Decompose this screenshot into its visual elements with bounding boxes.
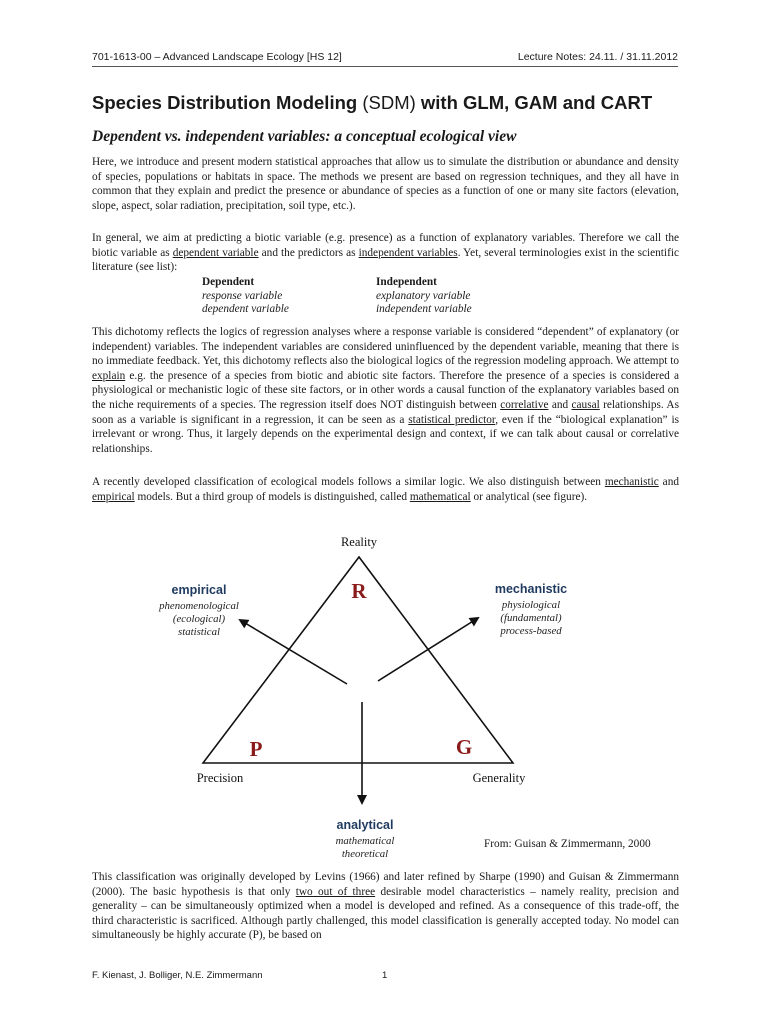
title-part-1: Species Distribution Modeling	[92, 92, 363, 113]
footer-page-number: 1	[382, 970, 388, 981]
mechanistic-line: process-based	[500, 625, 562, 637]
mechanistic-line: (fundamental)	[500, 612, 562, 624]
term-mathematical: mathematical	[409, 490, 471, 503]
terms-dependent-item: dependent variable	[202, 303, 289, 315]
term-mechanistic: mechanistic	[604, 476, 659, 488]
label-precision: Precision	[196, 771, 244, 785]
terms-independent-item: explanatory variable	[376, 289, 471, 302]
p3-text-d: relationships. As soon as a variable is significant in a regression, it can be seen as a	[92, 398, 679, 426]
terms-dependent-item: response variable	[202, 289, 283, 302]
p4-text-d: or analytical (see figure).	[470, 490, 588, 503]
term-dependent-variable: dependent variable	[172, 246, 259, 259]
mechanistic-title: mechanistic	[494, 582, 568, 596]
empirical-title: empirical	[171, 583, 227, 597]
p3-text-a: This dichotomy reflects the logics of regression analyses where a response variable is considered “dependent” of explanatory (or independent) variables. The independent variables are considered uninfluenced by the dependent variable, meaning that there is no immediate feedback. Yet, this dichotomy reflects also the biological logics of the regression modeling approach. We attempt to	[92, 326, 679, 368]
analytical-line: theoretical	[341, 848, 389, 860]
section-heading: Dependent vs. independent variables: a conceptual ecological view	[92, 128, 517, 145]
p2-text-c: . Yet, several terminologies exist in the scientific literature (see list):	[92, 246, 679, 274]
p3-text-c: and	[548, 398, 572, 411]
footer-authors: F. Kienast, J. Bolliger, N.E. Zimmermann	[92, 970, 263, 981]
terms-independent-heading: Independent	[376, 276, 437, 288]
letter-r: R	[351, 579, 367, 603]
p5-text-a: This classification was originally developed by Levins (1966) and later refined by Sharpe (1990) and Guisan & Zimmermann (2000). The basic hypothesis is that only	[92, 871, 679, 898]
label-reality: Reality	[340, 535, 378, 549]
empirical-line: statistical	[178, 626, 220, 638]
term-causal: causal	[571, 398, 600, 411]
letter-p: P	[249, 737, 263, 761]
mechanistic-line: physiological	[501, 599, 561, 611]
terms-dependent-heading: Dependent	[202, 276, 255, 288]
analytical-line: mathematical	[335, 835, 395, 847]
title-part-3: with GLM, GAM and CART	[415, 92, 653, 113]
term-two-out-of-three: two out of three	[295, 885, 376, 898]
p5-text-b: desirable model characteristics – namely reality, precision and generality – can be simultaneously optimized when a model is developed and refined. As a consequence of this trade-off, the third characteristic is sacrificed. Although partly challenged, this model classification is generally accepted today. No model can simultaneously be highly accurate (P), be based on	[92, 885, 679, 942]
term-empirical: empirical	[92, 490, 135, 503]
term-independent-variables: independent variables	[358, 246, 458, 259]
empirical-line: phenomenological	[159, 600, 239, 612]
letter-g: G	[455, 735, 473, 759]
p4-text-b: and	[658, 476, 679, 488]
header-lecture-notes: Lecture Notes: 24.11. / 31.11.2012	[517, 51, 678, 63]
label-generality: Generality	[472, 771, 526, 785]
p3-text-b: e.g. the presence of a species from biotic and abiotic site factors. Therefore the presence of a species is considered a physiological or mechanistic logic of these site factors, or in other words a causal function of the explanatory variables based on the niche requirements of a species. The regression itself does NOT distinguish between	[92, 369, 679, 411]
p2-text-a: In general, we aim at predicting a biotic variable (e.g. presence) as a function of explanatory variables. Therefore we call the biotic variable as	[92, 232, 679, 259]
p3-text-e: , even if the “biological explanation” is irrelevant or wrong. Thus, it largely depends on the experimental design and context, if we can talk about causal or correlative relationships.	[92, 413, 679, 455]
analytical-title: analytical	[336, 818, 394, 832]
figure-caption: From: Guisan & Zimmermann, 2000	[484, 838, 651, 850]
empirical-line: (ecological)	[172, 613, 226, 625]
p2-text-b: and the predictors as	[258, 246, 359, 259]
arrow-to-mechanistic	[378, 618, 478, 681]
paragraph-intro: Here, we introduce and present modern statistical approaches that allow us to simulate the distribution or abundance and density of species, populations or habitats in space. The methods we present are based on regression techniques, and they all have in common that they explain and predict the presence or abundance of species as a function of one or many site factors (elevation, slope, aspect, solar radiation, precipitation, soil type, etc.).	[92, 156, 679, 212]
arrow-to-empirical	[240, 620, 347, 684]
paragraph-origin	[92, 870, 679, 943]
header-course: 701-1613-00 – Advanced Landscape Ecology [HS 12]	[92, 51, 342, 63]
title-abbreviation: (SDM)	[362, 92, 416, 113]
terms-independent-item: independent variable	[376, 303, 472, 315]
p4-text-a: A recently developed classification of ecological models follows a similar logic. We also distinguish between	[92, 476, 605, 488]
term-statistical-predictor: statistical predictor	[408, 413, 496, 426]
term-correlative: correlative	[500, 398, 549, 411]
term-explain: explain	[92, 369, 126, 382]
p4-text-c: models. But a third group of models is distinguished, called	[134, 490, 410, 503]
